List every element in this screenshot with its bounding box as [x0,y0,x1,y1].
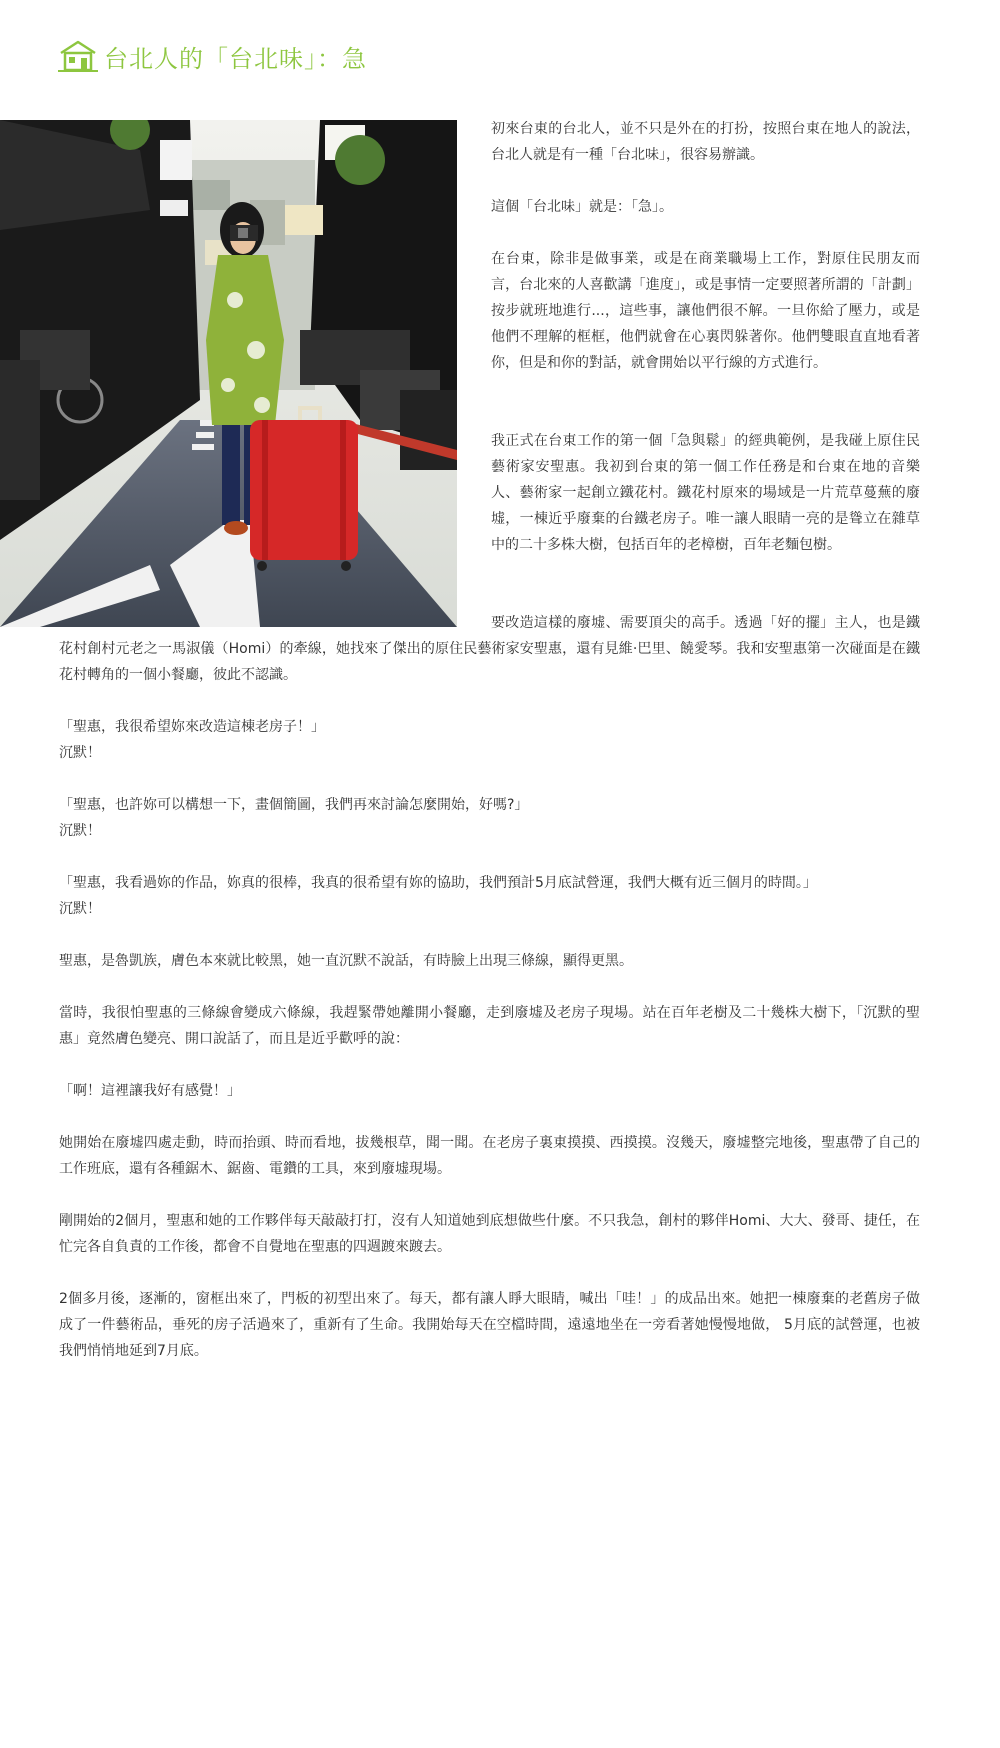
quote-2: 「聖惠，也許妳可以構想一下，畫個簡圖，我們再來討論怎麼開始，好嗎?」 [59,797,529,813]
page-title: 台北人的「台北味」：急 [104,44,367,73]
street-photo [0,120,457,627]
paragraph-3: 在台東，除非是做事業，或是在商業職場上工作，對原住民朋友而言，台北來的人喜歡講「進度」，或是事情一定要照著所謂的「計劃」按步就班地進行...，這些事，讓他們很不解。一旦你給了壓力，或是他們不理解的框框，他們就會在心裏閃躲著你。他們雙眼直直地看著你，但是和你的對話，就會開始以平行線的方式進行。 [491,251,920,371]
paragraph-12: 她開始在廢墟四處走動，時而抬頭、時而看地，拔幾根草，聞一聞。在老房子裏東摸摸、西摸摸。沒幾天，廢墟整完地後，聖惠帶了自己的工作班底，還有各種鋸木、鋸齒、電鑽的工具，來到廢墟現場。 [59,1135,920,1177]
silence-3: 沉默！ [59,901,101,917]
page-header [58,36,367,76]
paragraph-9: 聖惠，是魯凱族，膚色本來就比較黑，她一直沉默不說話，有時臉上出現三條線，顯得更黑。 [59,953,633,969]
paragraph-13: 剛開始的2個月，聖惠和她的工作夥伴每天敲敲打打，沒有人知道她到底想做些什麼。不只我急，創村的夥伴Homi、大大、發哥、捷任，在忙完各自負責的工作後，都會不自覺地在聖惠的四週踱來踱去。 [59,1213,920,1255]
silence-2: 沉默！ [59,823,101,839]
house-icon [58,39,98,73]
silence-1: 沉默！ [59,745,101,761]
paragraph-4: 我正式在台東工作的第一個「急與鬆」的經典範例，是我碰上原住民藝術家安聖惠。我初到台東的第一個工作任務是和台東在地的音樂人、藝術家一起創立鐵花村。鐵花村原來的場域是一片荒草蔓蕪的廢墟，一棟近乎廢棄的台鐵老房子。唯一讓人眼睛一亮的是聳立在雜草中的二十多株大樹，包括百年的老樟樹，百年老麵包樹。 [491,433,920,553]
paragraph-2: 這個「台北味」就是：「急」。 [491,199,673,215]
quote-4: 「啊！這裡讓我好有感覺！」 [59,1083,241,1099]
paragraph-10: 當時，我很怕聖惠的三條線會變成六條線，我趕緊帶她離開小餐廳，走到廢墟及老房子現場。站在百年老樹及二十幾株大樹下，「沉默的聖惠」竟然膚色變亮、開口說話了，而且是近乎歡呼的說： [59,1005,920,1047]
paragraph-14: 2個多月後，逐漸的，窗框出來了，門板的初型出來了。每天，都有讓人睜大眼睛，喊出「哇！」的成品出來。她把一棟廢棄的老舊房子做成了一件藝術品，垂死的房子活過來了，重新有了生命。我開始每天在空檔時間，遠遠地坐在一旁看著她慢慢地做， 5月底的試營運，也被我們悄悄地延到7月底。 [59,1291,920,1359]
paragraph-1: 初來台東的台北人，並不只是外在的打扮，按照台東在地人的說法，台北人就是有一種「台北味」，很容易辦識。 [491,121,920,163]
quote-1: 「聖惠，我很希望妳來改造這棟老房子！」 [59,719,325,735]
quote-3: 「聖惠，我看過妳的作品，妳真的很棒，我真的很希望有妳的協助，我們預計5月底試營運，我們大概有近三個月的時間。」 [59,875,817,891]
paragraph-5: 要改造這樣的廢墟、需要頂尖的高手。透過「好的擺」主人，也是鐵花村創村元老之一馬淑儀（Homi）的牽線，她找來了傑出的原住民藝術家安聖惠，還有見維·巴里、饒愛琴。我和安聖惠第一次碰面是在鐵花村轉角的一個小餐廳，彼此不認識。 [59,615,920,683]
